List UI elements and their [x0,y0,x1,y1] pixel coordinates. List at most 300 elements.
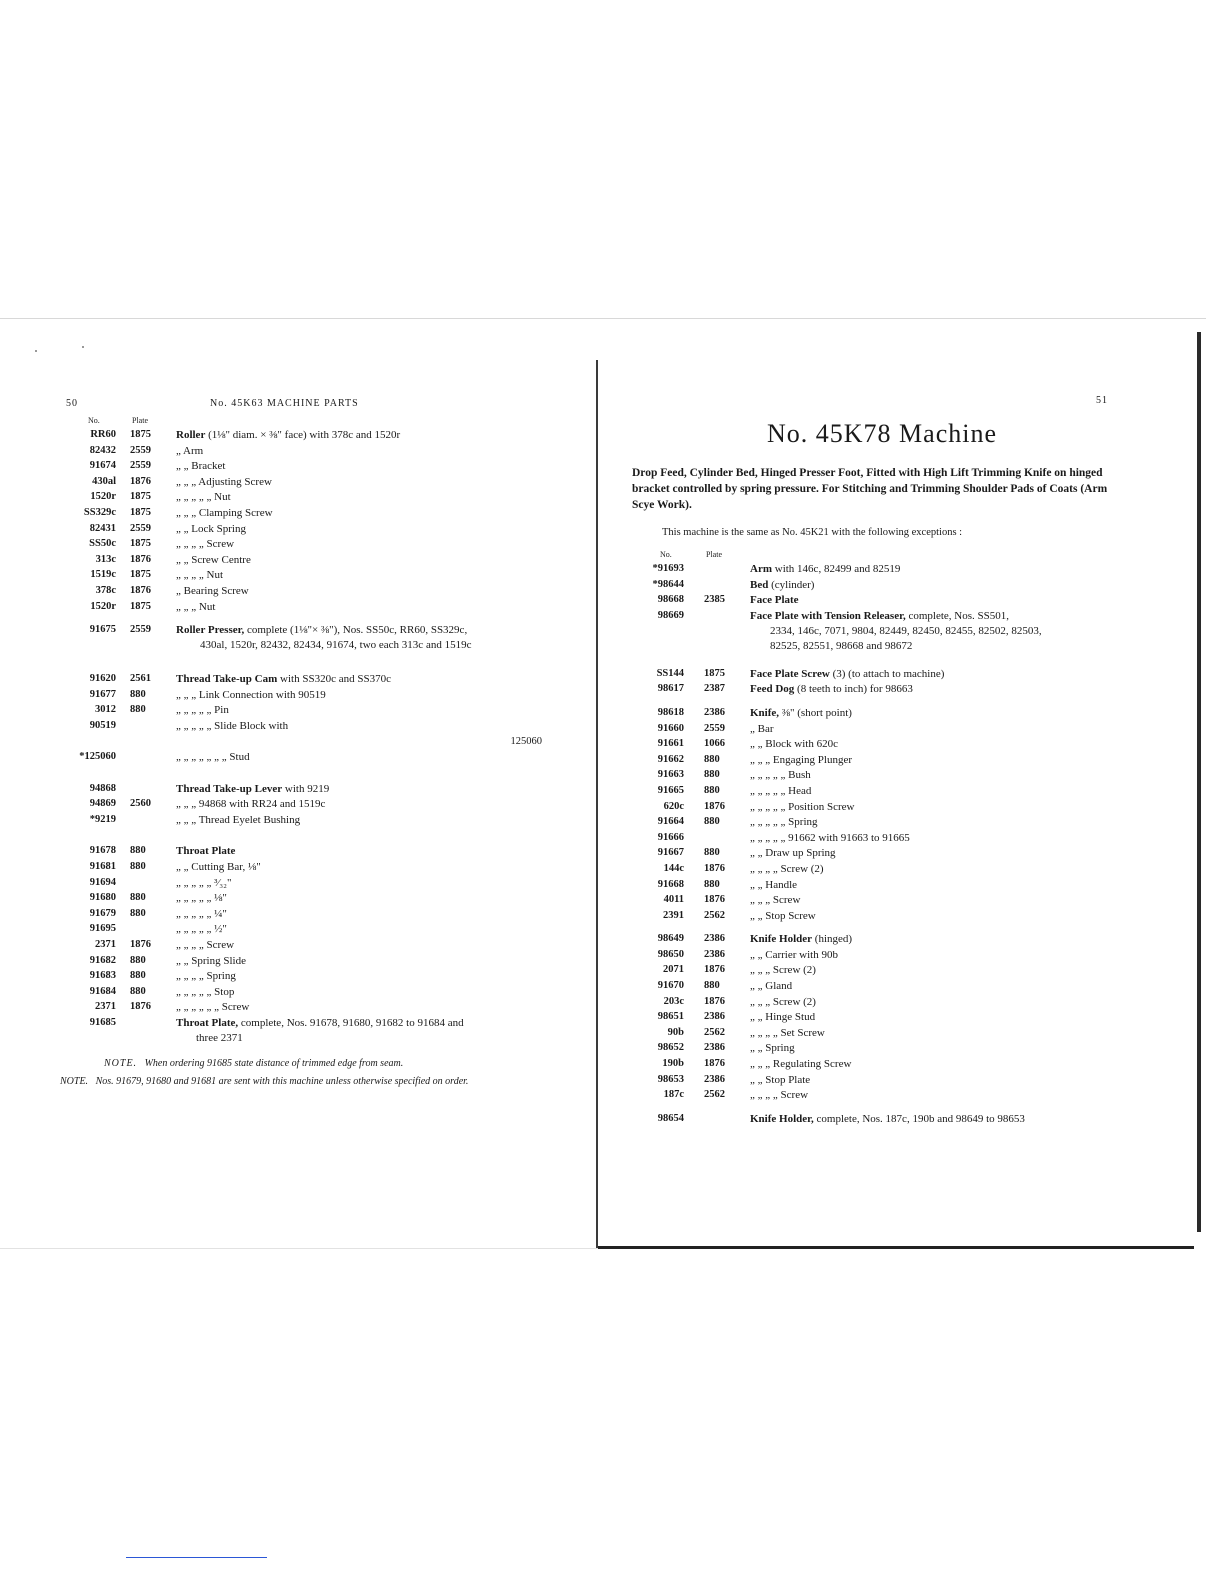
part-number: 98618 [657,706,684,718]
part-number: 378c [95,584,116,596]
part-number: 82432 [89,444,116,456]
part-number: RR60 [90,429,116,440]
part-detail: „ „ „ „ Screw [750,1089,809,1102]
blue-underline [126,1557,267,1558]
part-number: 91663 [657,769,684,781]
parts-row [632,949,1132,965]
parts-row [60,939,550,955]
part-number: 91682 [89,954,116,966]
part-name: Face Plate Screw [750,667,830,680]
part-detail: complete, Nos. SS501, [905,609,1009,622]
part-number: 82431 [89,522,116,534]
part-description [176,624,467,636]
part-description [176,554,251,566]
plate-number: 880 [130,892,146,904]
part-detail: „ „ „ 94868 with RR24 and 1519c [176,798,326,811]
part-detail: „ „ Carrier with 90b [750,948,838,961]
knife-parts-list [632,707,1132,925]
part-description [750,610,1009,622]
part-detail-continued: 82525, 82551, 98668 and 98672 [770,639,913,652]
part-number: *91693 [652,563,684,574]
part-detail: with SS320c and SS370c [277,673,391,686]
plate-number: 880 [704,878,720,890]
plate-number: 1876 [130,475,151,487]
plate-number: 2386 [704,706,725,718]
part-detail: „ „ „ Screw (2) [750,995,816,1008]
parts-row [60,554,550,570]
plate-number: 2559 [130,522,151,534]
scan-edge-top [0,318,1206,319]
part-number: 91683 [89,970,116,982]
part-number: 4011 [663,894,684,906]
parts-row [632,738,1132,754]
parts-row [632,816,1132,832]
part-detail: „ „ „ Link Connection with 90519 [176,688,326,701]
part-number: 91675 [89,624,116,636]
parts-row [632,1113,1132,1129]
plate-number: 2559 [130,460,151,472]
throat-parts-list [60,845,550,1017]
column-header-no: No. [660,550,672,559]
part-detail: complete (1⅛"× ⅜"), Nos. SS50c, RR60, SS329c, [244,624,468,637]
part-name: Face Plate [750,594,799,607]
parts-row [60,861,550,877]
part-detail: „ „ Screw Centre [176,553,251,566]
part-name: Throat Plate, [176,1017,239,1029]
page-number: 51 [1096,395,1108,406]
part-detail: „ „ „ „ „ Slide Block with [176,719,289,732]
parts-row [632,610,1132,660]
part-number: 91667 [657,847,684,859]
part-number: 91679 [89,907,116,919]
part-detail: „ „ „ Clamping Screw [176,506,273,519]
part-description [750,683,913,695]
part-description [750,668,944,680]
part-description [176,1001,249,1013]
plate-number: 2562 [704,1089,725,1101]
part-description [176,1017,464,1029]
part-description [176,460,225,472]
plate-number: 1876 [704,964,725,976]
part-number: 91681 [89,861,116,873]
part-description [750,832,910,844]
note-trimmed-edge [60,1058,550,1069]
part-detail: „ „ Spring Slide [176,954,246,967]
part-number: 91670 [657,980,684,992]
column-headers [632,549,1132,563]
parts-row [632,769,1132,785]
part-detail: (3) (to attach to machine) [829,667,945,680]
parts-row [632,668,1132,684]
part-number: 98649 [657,933,684,945]
lever-parts-list [60,783,550,830]
part-detail: „ „ Bracket [176,460,226,473]
plate-number: 880 [130,985,146,997]
part-description [176,814,300,826]
part-description [750,579,814,591]
part-detail: „ „ „ „ „ ³⁄₃₂" [176,876,232,889]
roller-parts-list [60,429,550,616]
scan-edge-right [1197,332,1201,1232]
part-number: 91678 [89,845,116,857]
part-name: Roller Presser, [176,624,245,637]
part-number: *125060 [79,751,116,763]
plate-number: 1876 [130,939,151,951]
part-detail: „ „ „ „ „ Nut [176,491,231,504]
plate-number: 2386 [704,1073,725,1085]
plate-number: 1875 [130,506,151,518]
parts-row [60,892,550,908]
parts-row [60,877,550,893]
part-description [750,563,900,575]
parts-row [60,751,550,767]
plate-number: 880 [704,980,720,992]
part-detail: „ „ Stop Screw [750,909,816,922]
part-number: 620c [663,800,684,812]
part-number: 98617 [657,683,684,695]
part-detail: „ „ „ Nut [176,600,216,613]
part-detail-continued: 430al, 1520r, 82432, 82434, 91674, two each 313c and 1519c [200,639,472,652]
plate-number: 2387 [704,683,725,695]
part-number: *9219 [89,813,116,825]
machine-description: Drop Feed, Cylinder Bed, Hinged Presser Foot, Fitted with High Lift Trimming Knife on hinged bracket controlled by spring pressure. For Stitching and Trimming Shoulder Pads of Coats (Arm Scye Work). [632,467,1108,511]
part-description [750,1011,815,1023]
part-detail: (8 teeth to inch) for 98663 [794,683,913,696]
part-detail: „ „ „ Screw (2) [750,964,816,977]
part-number: 91620 [89,673,116,685]
part-number: 3012 [95,704,116,716]
parts-row [632,1042,1132,1058]
plate-number: 1875 [130,429,151,440]
plate-number: 880 [130,704,146,716]
parts-row [632,910,1132,926]
plate-number: 2385 [704,594,725,606]
part-name: Thread Take-up Lever [176,782,283,795]
parts-row [60,1017,550,1050]
continuation-row [60,736,550,752]
part-number: 91685 [89,1017,116,1028]
part-number: 91660 [657,722,684,734]
part-description [750,785,811,797]
plate-number: 1875 [130,600,151,612]
part-description [750,847,836,859]
plate-number: 880 [704,784,720,796]
part-detail: „ „ Stop Plate [750,1073,811,1086]
part-description [176,585,249,597]
part-description [750,769,811,781]
part-description [750,949,838,961]
part-name: Knife Holder [750,933,813,946]
part-detail: „ „ „ „ Screw [176,538,235,551]
continuation-number: 125060 [510,735,542,747]
part-detail: „ „ Hinge Stud [750,1011,816,1024]
running-title: No. 45K63 MACHINE PARTS [210,398,359,409]
part-number: 91668 [657,878,684,890]
column-headers [60,415,550,429]
part-number: 98668 [657,594,684,606]
part-number: 94868 [89,782,116,794]
part-detail: „ „ „ „ Nut [176,569,224,582]
note-text: When ordering 91685 state distance of trimmed edge from seam. [144,1058,404,1069]
parts-row [60,476,550,492]
plate-number: 1066 [704,738,725,750]
parts-row [632,847,1132,863]
part-description [176,445,203,457]
parts-row [632,801,1132,817]
part-number: 90519 [89,719,116,731]
part-number: 91665 [657,784,684,796]
column-header-no: No. [88,416,100,425]
part-number: 91695 [89,923,116,935]
plate-number: 880 [130,954,146,966]
part-number: 1519c [90,569,116,581]
part-number: 90b [667,1026,684,1038]
parts-row [60,507,550,523]
part-description [750,723,774,735]
part-detail-continued: three 2371 [196,1032,243,1044]
plate-number: 880 [130,861,146,873]
part-detail: complete, Nos. 187c, 190b and 98649 to 98653 [813,1112,1025,1125]
parts-row [60,491,550,507]
part-description [176,601,215,613]
parts-row [60,798,550,814]
part-description [176,908,227,920]
part-number: 91680 [89,892,116,904]
parts-row [60,523,550,539]
part-detail: „ Bearing Screw [176,584,249,597]
exceptions-intro: This machine is the same as No. 45K21 with the following exceptions : [662,527,963,538]
part-number: 91677 [89,688,116,700]
plate-number: 880 [130,845,146,857]
part-number: 190b [662,1058,684,1070]
part-detail: „ „ Cutting Bar, ⅛" [176,861,261,874]
parts-row [632,996,1132,1012]
part-number: 91694 [89,876,116,888]
part-detail: „ Arm [176,444,204,457]
column-header-plate: Plate [132,416,148,425]
part-detail: „ „ Gland [750,980,793,993]
plate-number: 880 [130,688,146,700]
parts-row [632,894,1132,910]
parts-row [632,563,1132,579]
plate-number: 1876 [130,553,151,565]
plate-number: 1876 [704,995,725,1007]
part-description [176,720,288,732]
left-page [60,395,550,1088]
part-detail: „ „ „ „ „ ⅛" [176,892,227,905]
part-number: 91664 [657,816,684,828]
part-number: *98644 [652,578,684,590]
parts-row [60,569,550,585]
plate-number: 880 [130,970,146,982]
plate-number: 1876 [704,800,725,812]
part-description [176,877,231,889]
part-name: Thread Take-up Cam [176,673,278,686]
part-detail: „ „ Lock Spring [176,522,246,535]
part-detail: „ „ „ Engaging Plunger [750,753,853,766]
plate-number: 1876 [704,1058,725,1070]
part-description [750,738,838,750]
part-number: 94869 [89,798,116,810]
part-name: Arm [750,563,772,575]
part-description [176,798,325,810]
part-detail: (hinged) [812,933,853,946]
parts-row [60,970,550,986]
part-description [750,1042,795,1054]
parts-row [632,594,1132,610]
plate-number: 1875 [704,667,725,679]
part-description [176,704,229,716]
part-detail: „ „ „ „ „ ¼" [176,907,227,920]
part-detail: „ „ „ „ Set Screw [750,1026,825,1039]
plate-number: 2562 [704,909,725,921]
running-head [60,395,550,415]
part-description [176,569,223,581]
plate-number: 2386 [704,1011,725,1023]
plate-number: 2560 [130,798,151,810]
scan-edge-bottom-right [598,1246,1194,1249]
parts-row [60,689,550,705]
part-number: 98669 [657,609,684,621]
part-name: Throat Plate [176,845,236,858]
plate-number: 2386 [704,933,725,945]
running-head [632,395,1132,415]
part-detail: „ „ „ „ „ 91662 with 91663 to 91665 [750,831,910,844]
part-description [176,923,227,935]
parts-row [60,624,550,657]
plate-number: 2561 [130,673,151,685]
part-detail: „ „ Handle [750,878,798,891]
part-number: 91661 [657,738,684,750]
part-detail: „ „ „ „ Screw [176,939,235,952]
part-description [750,594,799,606]
parts-row [60,460,550,476]
part-number: 187c [663,1089,684,1101]
part-name: Knife, [750,706,780,719]
part-number: 98650 [657,948,684,960]
part-description [176,523,246,535]
part-detail: (cylinder) [768,578,815,591]
page-gutter [596,360,598,1248]
part-description [750,816,818,828]
part-number: 98654 [657,1112,684,1124]
parts-row [632,707,1132,723]
part-detail: „ „ „ „ „ „ Screw [176,1001,250,1014]
plate-number: 2386 [704,1042,725,1054]
part-detail: with 146c, 82499 and 82519 [772,563,901,575]
plate-number: 1876 [704,862,725,874]
part-description [176,429,400,441]
part-description [176,955,246,967]
parts-row [60,538,550,554]
part-description [176,538,234,550]
plate-number: 880 [704,847,720,859]
part-detail: ⅜" (short point) [779,706,852,719]
part-detail: „ „ „ „ „ Spring [750,816,818,829]
part-description [176,845,235,857]
part-description [750,863,824,875]
part-number: SS50c [89,538,116,550]
parts-row [60,445,550,461]
plate-number: 2559 [130,444,151,456]
part-description [750,707,852,719]
part-number: 91666 [657,831,684,843]
arm-bed-list [632,563,1132,610]
part-number: 1520r [90,600,116,612]
note-label: NOTE. [60,1076,89,1087]
part-number: SS144 [656,667,684,679]
parts-row [60,704,550,720]
parts-row [632,1027,1132,1043]
part-description [176,861,261,873]
part-number: 91684 [89,985,116,997]
column-header-plate: Plate [706,550,722,559]
parts-row [632,1058,1132,1074]
part-number: 91674 [89,460,116,472]
note-included-bars [60,1075,550,1088]
plate-number: 880 [130,907,146,919]
part-detail: „ „ „ Thread Eyelet Bushing [176,813,301,826]
plate-number: 2559 [704,722,725,734]
parts-row [60,585,550,601]
part-detail: „ „ Draw up Spring [750,847,836,860]
part-detail: „ „ „ „ Spring [176,970,236,983]
part-number: 430al [92,475,116,487]
parts-row [60,720,550,736]
parts-row [60,908,550,924]
part-description [750,980,792,992]
parts-row [60,923,550,939]
parts-row [632,832,1132,848]
note-label: NOTE. [104,1058,138,1069]
part-description [750,894,800,906]
plate-number: 880 [704,769,720,781]
part-detail: „ „ „ Regulating Screw [750,1058,852,1071]
plate-number: 1876 [130,584,151,596]
part-detail: „ „ „ Adjusting Screw [176,475,272,488]
parts-row [632,1074,1132,1090]
part-number: 91662 [657,753,684,765]
part-description [176,751,250,763]
plate-number: 1875 [130,491,151,503]
part-detail: complete, Nos. 91678, 91680, 91682 to 91684 and [238,1017,464,1029]
part-detail: with 9219 [282,782,330,795]
part-name: Feed Dog [750,683,795,696]
part-description [750,801,854,813]
part-description [176,476,272,488]
part-description [750,754,852,766]
part-description [750,1089,808,1101]
parts-row [632,964,1132,980]
part-number: 2391 [663,909,684,921]
part-detail: „ „ „ „ „ Head [750,784,812,797]
parts-row [632,723,1132,739]
cam-stud-row [60,751,550,767]
part-detail: „ „ „ „ „ ½" [176,923,227,936]
part-number: 203c [663,995,684,1007]
part-number: 2371 [95,939,116,951]
plate-number: 880 [704,753,720,765]
plate-number: 1875 [130,538,151,550]
part-description [176,986,234,998]
part-description [176,939,234,951]
note-text: Nos. 91679, 91680 and 91681 are sent with this machine unless otherwise specified on order. [95,1076,469,1087]
part-detail: „ „ „ „ „ Pin [176,704,229,717]
parts-row [60,814,550,830]
part-description [750,1113,1025,1125]
part-number: 98651 [657,1011,684,1023]
parts-row [632,579,1132,595]
